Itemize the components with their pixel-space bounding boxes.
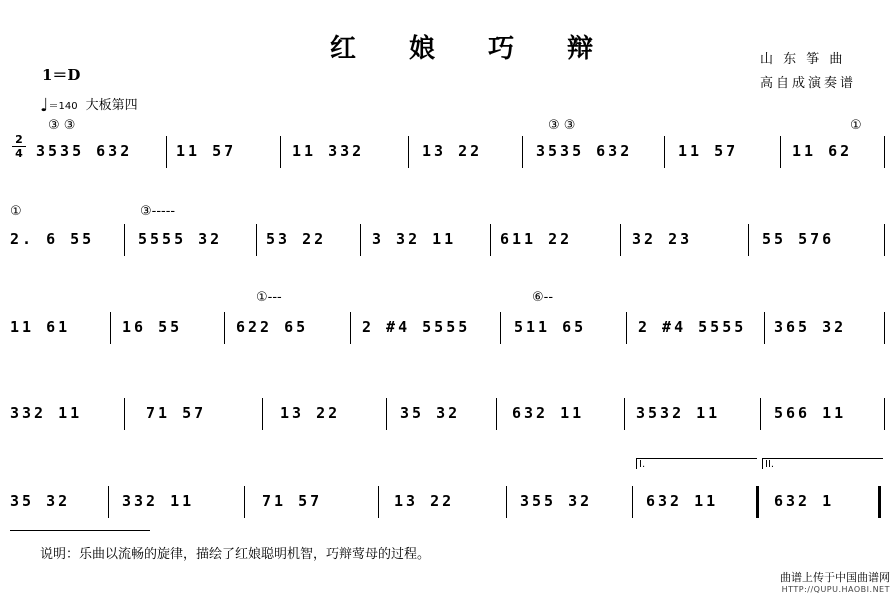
bar-line	[378, 486, 379, 518]
bar-line	[632, 486, 633, 518]
measure: 332 11	[122, 492, 195, 510]
bar-line	[124, 398, 125, 430]
measure: 3532 11	[636, 404, 721, 422]
measure: 365 32	[774, 318, 847, 336]
bar-line	[262, 398, 263, 430]
time-signature-bottom: 4	[15, 147, 23, 160]
measure: 35 32	[10, 492, 71, 510]
measure: 632 11	[512, 404, 585, 422]
measure: 16 55	[122, 318, 183, 336]
section-label: 大板第四	[85, 98, 138, 113]
measure: 11 57	[678, 142, 739, 160]
watermark	[780, 572, 890, 596]
arranger-credit: 高自成演奏谱	[760, 76, 857, 91]
measure: 13 22	[280, 404, 341, 422]
bar-line	[408, 136, 409, 168]
bar-line	[500, 312, 501, 344]
bar-line	[780, 136, 781, 168]
first-ending-bracket	[636, 458, 757, 469]
final-bar-line	[878, 486, 881, 518]
bar-line	[626, 312, 627, 344]
bar-line	[624, 398, 625, 430]
measure: 32 23	[632, 230, 693, 248]
staff-row-3	[0, 290, 896, 356]
string-mark: ③ ③	[48, 118, 76, 133]
bar-line	[884, 398, 885, 430]
bar-line	[256, 224, 257, 256]
measure: 632 1	[774, 492, 835, 510]
tempo-marking	[40, 94, 138, 116]
bar-line	[360, 224, 361, 256]
bar-line	[124, 224, 125, 256]
measure: 13 22	[422, 142, 483, 160]
measure: 2 #4 5555	[638, 318, 747, 336]
measure: 11 61	[10, 318, 71, 336]
measure: 2. 6 55	[10, 230, 95, 248]
bar-line	[110, 312, 111, 344]
measure: 11 57	[176, 142, 237, 160]
explanatory-note: 说明：乐曲以流畅的旋律，描绘了红娘聪明机智，巧辩莺母的过程。	[40, 547, 431, 562]
bar-line	[764, 312, 765, 344]
measure: 55 576	[762, 230, 835, 248]
bar-line	[884, 312, 885, 344]
bar-line	[386, 398, 387, 430]
measure: 71 57	[146, 404, 207, 422]
key-signature: 1＝D	[42, 66, 81, 84]
bar-line	[748, 224, 749, 256]
measure: 355 32	[520, 492, 593, 510]
measure: 3535 632	[536, 142, 633, 160]
watermark-url: HTTP://QUPU.HAOBI.NET	[781, 585, 890, 594]
string-mark: ①---	[256, 290, 282, 305]
measure: 511 65	[514, 318, 587, 336]
measure: 632 11	[646, 492, 719, 510]
bar-line	[496, 398, 497, 430]
measure: 3 32 11	[372, 230, 457, 248]
string-mark: ③ ③	[548, 118, 576, 133]
measure: 11 332	[292, 142, 365, 160]
measure: 11 62	[792, 142, 853, 160]
string-mark: ③-----	[140, 204, 176, 219]
bar-line	[884, 136, 885, 168]
measure: 566 11	[774, 404, 847, 422]
bar-line	[620, 224, 621, 256]
bar-line	[664, 136, 665, 168]
bar-line	[244, 486, 245, 518]
bar-line	[522, 136, 523, 168]
measure: 3535 632	[36, 142, 133, 160]
measure: 71 57	[262, 492, 323, 510]
staff-row-1	[0, 118, 896, 180]
footnote-divider	[10, 530, 150, 531]
measure: 332 11	[10, 404, 83, 422]
measure: 13 22	[394, 492, 455, 510]
genre-credit: 山 东 筝 曲	[760, 52, 846, 67]
bar-line	[490, 224, 491, 256]
second-ending-label: II.	[765, 459, 775, 470]
quarter-note-icon: ♩	[40, 95, 49, 116]
bar-line	[884, 224, 885, 256]
measure: 2 #4 5555	[362, 318, 471, 336]
string-mark: ①	[10, 204, 22, 219]
bar-line	[224, 312, 225, 344]
staff-row-4	[0, 398, 896, 442]
measure: 35 32	[400, 404, 461, 422]
string-mark: ①	[850, 118, 862, 133]
page-title: 红 娘 巧 辩	[330, 34, 616, 64]
measure: 622 65	[236, 318, 309, 336]
staff-row-2	[0, 204, 896, 268]
measure: 611 22	[500, 230, 573, 248]
bar-line	[108, 486, 109, 518]
bar-line	[166, 136, 167, 168]
measure: 53 22	[266, 230, 327, 248]
staff-row-5	[0, 459, 896, 530]
bar-line	[760, 398, 761, 430]
time-signature-top: 2	[15, 133, 23, 146]
second-ending-bracket	[762, 458, 883, 469]
measure: 5555 32	[138, 230, 223, 248]
repeat-bar-line	[756, 486, 759, 518]
watermark-text: 曲谱上传于中国曲谱网	[780, 571, 890, 584]
bar-line	[506, 486, 507, 518]
bar-line	[350, 312, 351, 344]
tempo-value: ＝140	[48, 101, 78, 112]
bar-line	[280, 136, 281, 168]
string-mark: ⑥--	[532, 290, 554, 305]
first-ending-label: I.	[639, 459, 646, 470]
